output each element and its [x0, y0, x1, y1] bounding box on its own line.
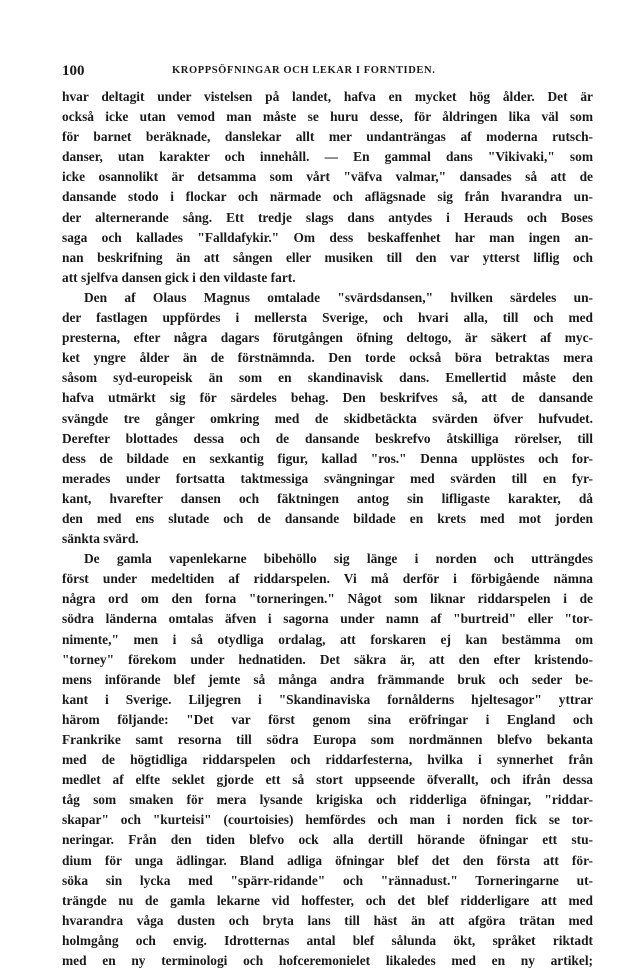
text-line: der alternerande sång. Ett tredje slags dans antydes i Herauds och Boses [62, 209, 593, 225]
text-line: att sjelfva dansen gick i den vildaste fart. [62, 269, 296, 285]
text-line: mens införande blef jemte så många andra främmande bruk och seder be- [62, 671, 593, 687]
text-line: der fastlagen uppfördes i mellersta Sverige, och hvari alla, till och med [62, 310, 593, 326]
page-number: 100 [62, 63, 85, 79]
running-head: KROPPSÖFNINGAR OCH LEKAR I FORNTIDEN. [172, 65, 436, 76]
text-line: ket yngre ålder än de förstnämnda. Den torde också böra betraktas mera [62, 350, 593, 366]
text-line: kant i Sverige. Liljegren i "Skandinaviska fornålderns hjeltesagor" yttrar [62, 691, 593, 707]
text-line: också icke utan vemod man måste se huru desse, för åldringen lika väl som [62, 109, 593, 125]
text-line: först under medeltiden af riddarspelen. Vi må derför i förbigående nämna [62, 571, 593, 587]
text-line: nimente," men i så otydliga ordalag, att forskaren ej kan bestämma om [62, 631, 593, 647]
text-line: såsom syd-europeisk än som en skandinavisk dans. Emellertid måste den [62, 370, 593, 386]
text-line: De gamla vapenlekarne bibehöllo sig länge i norden och utträngdes [84, 551, 593, 567]
text-line: kant, hvarefter dansen och fäktningen antog sin lifligaste karakter, då [62, 490, 593, 506]
text-line: med de högtidliga riddarspelen och riddarfesterna, hvilka i synnerhet från [62, 752, 593, 768]
text-line: saga och kallades "Falldafykir." Om dess beskaffenhet har man ingen an- [62, 229, 593, 245]
text-line: för barnet beräknade, danslekar allt mer undanträngas af moderna rutsch- [62, 129, 593, 145]
text-line: skapar" och "kurteisi" (courtoisies) hemfördes och man i norden fick se tor- [62, 812, 593, 828]
text-line: dess de bildade en sexkantig figur, kallad "ros." Denna upplöstes och for- [62, 450, 593, 466]
text-line: icke osannolikt är detsamma som vårt "väfva valmar," dansades så att de [62, 169, 593, 185]
text-line: trängde nu de gamla lekarne vid hoffester, och det blef ridderligare att med [62, 892, 593, 908]
text-line: merades under fortsatta taktmessiga svängningar med svärden till en fyr- [62, 470, 593, 486]
body-text [62, 87, 593, 971]
text-line: danser, utan karakter och innehåll. — En gammal dans "Vikivaki," som [62, 149, 593, 165]
text-line: söka sin lycka med "spärr-ridande" och "rännadust." Torneringarne ut- [62, 872, 593, 888]
text-line: tåg som smaken för mera lysande krigiska och ridderliga öfningar, "riddar- [62, 792, 593, 808]
text-line: "torney" förekom under hednatiden. Det säkra är, att den efter kristendo- [62, 651, 593, 667]
text-line: medlet af elfte seklet gjorde ett så stort uppseende öfverallt, och ifrån dessa [62, 772, 593, 788]
text-line: några ord om den forna "torneringen." Något som liknar riddarspelen i de [62, 591, 593, 607]
text-line: sänkta svärd. [62, 531, 139, 547]
text-line: dium för unga ädlingar. Bland adliga öfningar blef det den första att för- [62, 852, 593, 868]
text-line: nan beskrifning än att sången eller musiken till den var ytterst liflig och [62, 249, 593, 265]
text-line: härom följande: "Det var först genom sina eröfringar i England och [62, 711, 593, 727]
text-line: Derefter blottades dessa och de dansande beskrefvo åtskilliga rörelser, till [62, 430, 593, 446]
text-line: Den af Olaus Magnus omtalade "svärdsdansen," hvilken särdeles un- [84, 289, 593, 305]
page-header [62, 63, 592, 85]
text-line: holmgång och envig. Idrotternas antal blef sålunda ökt, språket riktadt [62, 932, 593, 948]
text-line: dansande stodo i flockar och närmade och aflägsnade sig från hvarandra un- [62, 189, 593, 205]
text-line: hvarandra våga dusten och bryta lans till häst än att afgöra trätan med [62, 912, 593, 928]
text-line: hvar deltagit under vistelsen på landet, hafva en mycket hög ålder. Det är [62, 89, 593, 104]
text-line: den med ens slutade och de dansande bildade en krets med mot jorden [62, 510, 593, 526]
text-line: svängde tre gånger omkring med de skidbetäckta svärden öfver hufvudet. [62, 410, 593, 426]
text-line: hafva utmärkt sig för särdeles behag. Den beskrifves så, att de dansande [62, 390, 593, 406]
text-line: med en ny terminologi och hofceremonielet likaledes med en ny artikel; [62, 953, 593, 969]
text-line: neringar. Från den tiden blefvo ock alla dertill hörande öfningar ett stu- [62, 832, 593, 848]
text-line: presterna, efter några dagars förutgången öfning deltogo, är säkert af myc- [62, 330, 593, 346]
text-line: södra länderna omtalas äfven i sagorna under namn af "burtreid" eller "tor- [62, 611, 593, 627]
text-line: Frankrike samt resorna till södra Europa som nordmännen blefvo bekanta [62, 732, 593, 747]
